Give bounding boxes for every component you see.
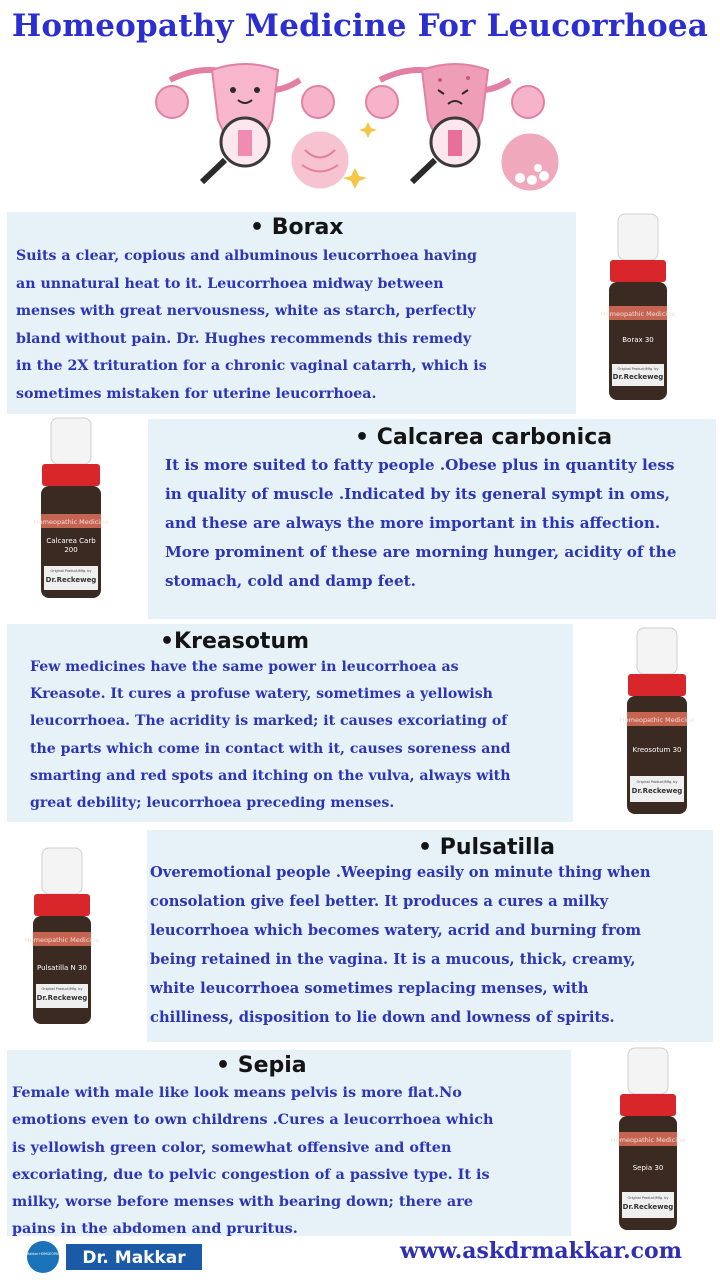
remedy-description: It is more suited to fatty people .Obese plus in quantity less in quality of muscle .Indicated by its general sympt in oms, and these are always the more important in this affection. More prominent of these are morning hunger, acidity of the stomach, cold and damp feet. <box>165 456 677 590</box>
logo-text: Dr. Makkar <box>82 1248 186 1268</box>
bottle-label: Kreosotum 30 <box>632 746 682 754</box>
bottle-fine-print: Original Product/Mfg. by <box>617 367 659 371</box>
bottle-band-text: Homeopathic Medicine <box>33 518 109 526</box>
page-title: Homeopathy Medicine For Leucorrhoea <box>11 8 709 44</box>
uterus-illustration <box>150 50 580 200</box>
dr-makkar-logo <box>22 1240 206 1274</box>
infected-uterus-icon <box>359 64 560 192</box>
bottle-band-text: Homeopathic Medicine <box>610 1136 686 1144</box>
bottle-brand: Dr.Reckeweg <box>36 994 88 1002</box>
bottle-brand: Dr.Reckeweg <box>612 373 664 381</box>
remedy-heading: • Pulsatilla <box>418 835 555 860</box>
sepia-bottle-image <box>610 1046 686 1232</box>
bottle-brand: Dr.Reckeweg <box>631 787 683 795</box>
remedy-heading: • Sepia <box>216 1053 307 1078</box>
bottle-fine-print: Original Product/Mfg. by <box>636 780 678 784</box>
bottle-label: Borax 30 <box>622 336 654 344</box>
remedy-description: Suits a clear, copious and albuminous leucorrhoea having an unnatural heat to it. Leucorrhoea midway between menses with great nervousness, white as starch, perfectly bland without pain. Dr. Hughes recommends this remedy in the 2X trituration for a chronic vaginal catarrh, which is sometimes mistaken for uterine leucorrhoea. <box>16 248 487 402</box>
remedy-description: Female with male like look means pelvis is more flat.No emotions even to own childrens .Cures a leucorrhoea which is yellowish green color, somewhat offensive and often excoriating, due to pelvic congestion of a passive type. It is milky, worse before menses with bearing down; there are pains in the abdomen and pruritus. <box>12 1084 494 1238</box>
bottle-band-text: Homeopathic Medicine <box>619 716 695 724</box>
remedy-heading: • Borax <box>250 215 344 240</box>
remedy-heading: •Kreasotum <box>160 629 310 654</box>
bottle-band-text: Homeopathic Medicine <box>600 310 676 318</box>
bottle-fine-print: Original Product/Mfg. by <box>50 569 92 573</box>
borax-bottle-image <box>600 212 676 404</box>
remedy-description: Few medicines have the same power in leucorrhoea as Kreasote. It cures a profuse watery, sometimes a yellowish leucorrhoea. The acridity is marked; it causes excoriating of the parts which come in contact with it, causes soreness and smarting and red spots and itching on the vulva, always with great debility; leucorrhoea preceding menses. <box>30 659 511 812</box>
website-url[interactable]: www.askdrmakkar.com <box>400 1238 682 1264</box>
bottle-brand: Dr.Reckeweg <box>622 1203 674 1211</box>
kreosotum-bottle-image <box>619 626 695 816</box>
pulsatilla-bottle-image <box>24 846 100 1026</box>
bottle-fine-print: Original Product/Mfg. by <box>41 987 83 991</box>
logo-badge-text: Dr.Makkar HOMOEOPATHY <box>22 1252 64 1256</box>
remedy-description: Overemotional people .Weeping easily on minute thing when consolation give feel better. It produces a cures a milky leucorrhoea which becomes watery, acrid and burning from being retained in the vagina. It is a mucous, thick, creamy, white leucorrhoea sometimes replacing menses, with chilliness, disposition to lie down and lowness of spirits. <box>150 864 651 1026</box>
calcarea-carb-bottle-image <box>33 416 109 600</box>
bottle-fine-print: Original Product/Mfg. by <box>627 1196 669 1200</box>
bottle-label: Pulsatilla N 30 <box>37 964 87 972</box>
healthy-uterus-icon <box>156 64 367 190</box>
bottle-label: Calcarea Carb 200 <box>46 537 96 554</box>
bottle-band-text: Homeopathic Medicine <box>24 936 100 944</box>
bottle-brand: Dr.Reckeweg <box>45 576 97 584</box>
bottle-label: Sepia 30 <box>632 1164 664 1172</box>
remedy-heading: • Calcarea carbonica <box>355 425 613 450</box>
